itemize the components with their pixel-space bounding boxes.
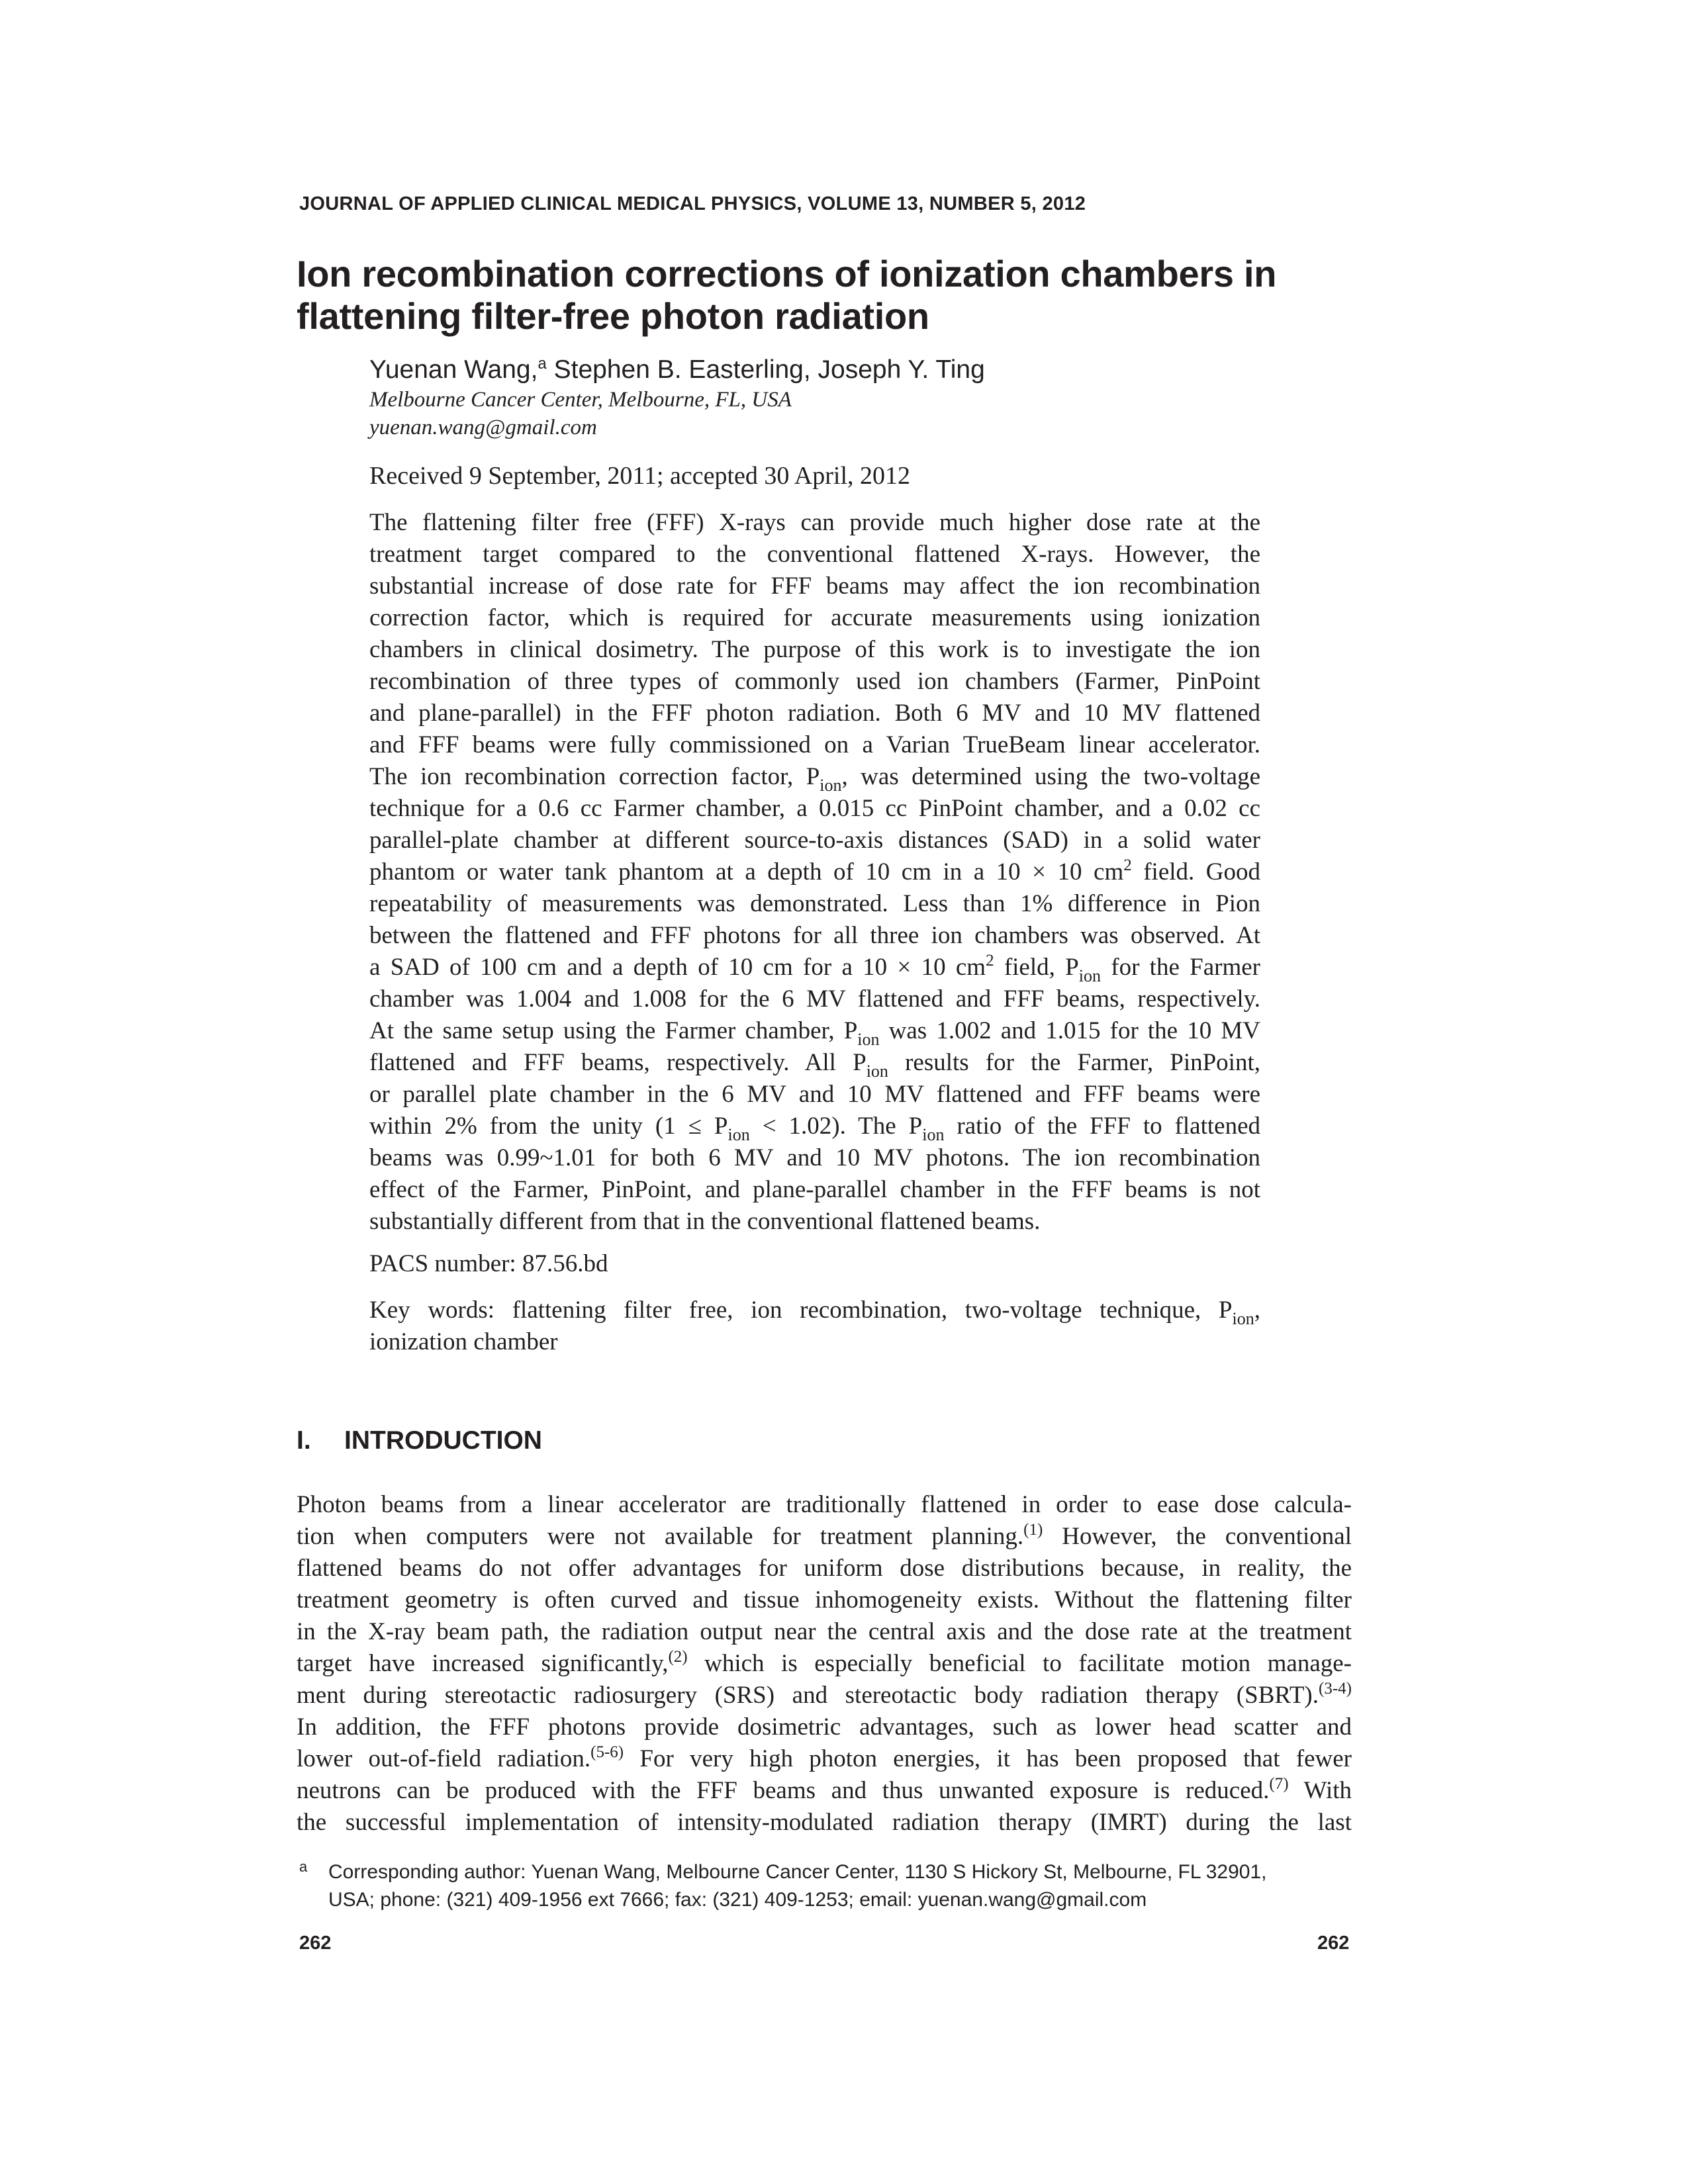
body-line: the successful implementation of intensity-modulated radiation therapy (IMRT) during the last: [297, 1809, 1352, 1836]
abstract-line: The ion recombination correction factor, $P_{ion}$, was determined using the two-voltage: [369, 763, 1260, 795]
abstract-line: technique for a 0.6 cc Farmer chamber, a 0.015 cc PinPoint chamber, and a 0.02 cc: [369, 795, 1260, 822]
abstract-line: or parallel plate chamber in the 6 MV and 10 MV flattened and FFF beams were: [369, 1081, 1260, 1108]
footnote-line: USA; phone: (321) 409-1956 ext 7666; fax: (321) 409-1253; email: yuenan.wang@gmail.com: [328, 1889, 1147, 1911]
body-line: treatment geometry is often curved and tissue inhomogeneity exists. Without the flattening filter: [297, 1586, 1352, 1614]
page-number-left: 262: [299, 1933, 332, 1954]
abstract-line: beams was 0.99~1.01 for both 6 MV and 10 MV photons. The ion recombination: [369, 1144, 1260, 1171]
abstract-line: and FFF beams were fully commissioned on a Varian TrueBeam linear accelerator.: [369, 731, 1260, 758]
body-line: Photon beams from a linear accelerator are traditionally flattened in order to ease dose calcula-: [297, 1491, 1352, 1518]
author-name: Stephen B. Easterling, Joseph Y. Ting: [546, 355, 985, 384]
citation: (2): [668, 1648, 688, 1666]
body-line: lower out-of-field radiation.$^{(5-6)}$ For very high photon energies, it has been proposed that fewer: [297, 1743, 1352, 1772]
abstract-line: recombination of three types of commonly used ion chambers (Farmer, PinPoint: [369, 668, 1260, 695]
abstract-line: substantially different from that in the conventional flattened beams.: [369, 1208, 1041, 1235]
footnote-mark: a: [299, 1858, 308, 1875]
pacs-number: PACS number: 87.56.bd: [369, 1250, 608, 1277]
abstract-line: chambers in clinical dosimetry. The purpose of this work is to investigate the ion: [369, 636, 1260, 663]
citation: (3-4): [1319, 1680, 1352, 1698]
body-line: In addition, the FFF photons provide dosimetric advantages, such as lower head scatter and: [297, 1713, 1352, 1741]
affiliation: Melbourne Cancer Center, Melbourne, FL, USA: [369, 388, 792, 412]
body-line: neutrons can be produced with the FFF beams and thus unwanted exposure is reduced.$^{(7)}$ With: [297, 1775, 1352, 1804]
abstract-line: phantom or water tank phantom at a depth of 10 cm in a 10 × 10 $cm^2$ field. Good: [369, 856, 1260, 886]
page-number-right: 262: [1317, 1933, 1350, 1954]
author-name: Yuenan Wang,: [369, 355, 538, 384]
body-line: tion when computers were not available for treatment planning.$^{(1)}$ However, the conventional: [297, 1521, 1352, 1550]
section-number: I.: [297, 1426, 311, 1455]
abstract-line: effect of the Farmer, PinPoint, and plane-parallel chamber in the FFF beams is not: [369, 1176, 1260, 1203]
keywords-line: ionization chamber: [369, 1328, 558, 1355]
section-title: INTRODUCTION: [344, 1426, 542, 1455]
author-email: yuenan.wang@gmail.com: [369, 416, 597, 439]
abstract-line: correction factor, which is required for accurate measurements using ionization: [369, 604, 1260, 631]
body-line: ment during stereotactic radiosurgery (SRS) and stereotactic body radiation therapy (SBRT).$^{(3-4)}$: [297, 1680, 1352, 1709]
abstract-line: repeatability of measurements was demonstrated. Less than 1% difference in Pion: [369, 890, 1260, 917]
citation: (1): [1023, 1521, 1043, 1539]
paper-title: [297, 253, 1382, 338]
abstract-line: within 2% from the unity $(1 \le P_{ion} < 1.02)$. The $P_{ion}$ ratio of the FFF to flattened: [369, 1113, 1260, 1144]
section-heading: [297, 1426, 542, 1455]
abstract-line: flattened and FFF beams, respectively. All $P_{ion}$ results for the Farmer, PinPoint,: [369, 1049, 1260, 1081]
abstract-line: between the flattened and FFF photons for all three ion chambers was observed. At: [369, 922, 1260, 949]
body-line: flattened beams do not offer advantages for uniform dose distributions because, in reality, the: [297, 1555, 1352, 1582]
journal-header: JOURNAL OF APPLIED CLINICAL MEDICAL PHYSICS, VOLUME 13, NUMBER 5, 2012: [299, 193, 1086, 214]
footnote-line: Corresponding author: Yuenan Wang, Melbourne Cancer Center, 1130 S Hickory St, Melbourne, FL 32901,: [328, 1861, 1267, 1883]
author-list: [369, 355, 985, 385]
abstract-line: At the same setup using the Farmer chamber, $P_{ion}$ was 1.002 and 1.015 for the 10 MV: [369, 1017, 1260, 1049]
footnote-ref: a: [538, 355, 547, 373]
title-line: Ion recombination corrections of ionization chambers in: [297, 253, 1277, 295]
abstract-line: and plane-parallel) in the FFF photon radiation. Both 6 MV and 10 MV flattened: [369, 700, 1260, 727]
abstract-line: substantial increase of dose rate for FFF beams may affect the ion recombination: [369, 572, 1260, 600]
keywords-line: Key words: flattening filter free, ion recombination, two-voltage technique, $P_{ion}$,: [369, 1297, 1260, 1328]
abstract-line: parallel-plate chamber at different source-to-axis distances (SAD) in a solid water: [369, 827, 1260, 854]
body-line: target have increased significantly,$^{(2)}$ which is especially beneficial to facilitate motion manage-: [297, 1648, 1352, 1677]
abstract-line: treatment target compared to the conventional flattened X-rays. However, the: [369, 541, 1260, 568]
citation: (5-6): [590, 1743, 624, 1761]
received-date: Received 9 September, 2011; accepted 30 April, 2012: [369, 462, 910, 490]
abstract-line: The flattening filter free (FFF) X-rays can provide much higher dose rate at the: [369, 509, 1260, 536]
citation: (7): [1269, 1775, 1289, 1793]
abstract-line: a SAD of 100 cm and a depth of 10 cm for a 10 × 10 $cm^2$ field, $P_{ion}$ for the Farmer: [369, 952, 1260, 985]
title-line: flattening filter-free photon radiation: [297, 295, 929, 337]
abstract-line: chamber was 1.004 and 1.008 for the 6 MV flattened and FFF beams, respectively.: [369, 985, 1260, 1013]
body-line: in the X-ray beam path, the radiation output near the central axis and the dose rate at the treatment: [297, 1618, 1352, 1645]
